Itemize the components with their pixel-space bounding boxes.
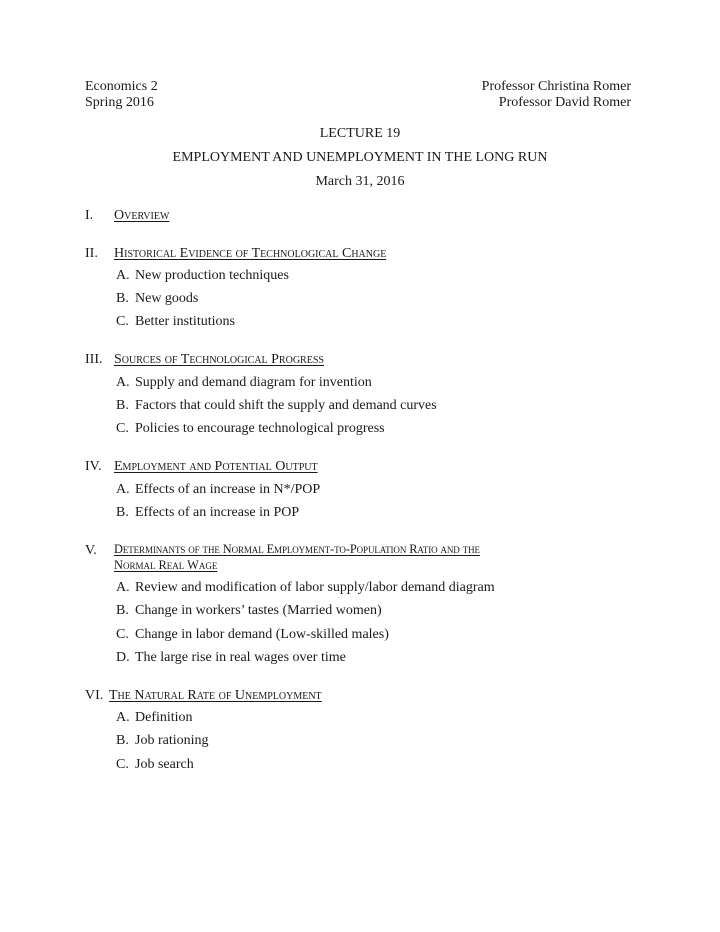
section-4-item-a (85, 481, 631, 499)
section-6-item-c (85, 756, 631, 774)
item-letter: C. (116, 627, 129, 642)
item-text: New production techniques (135, 268, 289, 283)
section-numeral: IV. (85, 459, 102, 474)
item-letter: A. (116, 710, 130, 725)
section-title: Overview (114, 208, 170, 223)
item-text: Effects of an increase in N*/POP (135, 482, 321, 497)
section-numeral: III. (85, 352, 103, 367)
section-title: The Natural Rate of Unemployment (109, 688, 322, 703)
section-numeral: VI. (85, 688, 104, 703)
section-2-item-c (85, 313, 631, 331)
section-5-item-d (85, 649, 631, 667)
section-1 (85, 207, 631, 225)
list-item (85, 313, 631, 331)
section-2-item-a (85, 267, 631, 285)
list-item (85, 709, 631, 727)
item-letter: B. (116, 603, 129, 618)
section-3-item-c (85, 420, 631, 438)
item-letter: D. (116, 650, 130, 665)
section-4-item-b (85, 504, 631, 522)
list-item (85, 374, 631, 392)
section-3-item-b (85, 397, 631, 415)
section-numeral: V. (85, 543, 97, 558)
section-4 (85, 458, 631, 476)
list-item (85, 504, 631, 522)
section-heading (85, 458, 631, 476)
section-heading (85, 542, 631, 575)
list-item (85, 626, 631, 644)
list-item (85, 481, 631, 499)
item-text: Effects of an increase in POP (135, 505, 300, 520)
list-item (85, 420, 631, 438)
professor-name-1: Professor Christina Romer (481, 79, 631, 94)
lecture-number: LECTURE 19 (319, 126, 401, 141)
section-title: Employment and Potential Output (114, 459, 318, 474)
section-numeral: II. (85, 246, 98, 261)
lecture-date: March 31, 2016 (315, 174, 405, 189)
item-letter: A. (116, 268, 130, 283)
section-title: Historical Evidence of Technological Change (114, 246, 387, 261)
section-3-item-a (85, 374, 631, 392)
item-text: Supply and demand diagram for invention (135, 375, 372, 390)
section-heading (85, 687, 631, 705)
section-2-item-b (85, 290, 631, 308)
item-letter: C. (116, 421, 129, 436)
list-item (85, 579, 631, 597)
item-letter: B. (116, 505, 129, 520)
section-3 (85, 351, 631, 369)
section-heading (85, 207, 631, 225)
section-title-line-1: Determinants of the Normal Employment-to-Population Ratio and the (114, 542, 480, 556)
professor-name-2: Professor David Romer (498, 95, 631, 110)
item-text: Better institutions (135, 314, 235, 329)
section-5-item-c (85, 626, 631, 644)
item-text: The large rise in real wages over time (135, 650, 346, 665)
item-letter: B. (116, 398, 129, 413)
item-text: New goods (135, 291, 199, 306)
item-text: Review and modification of labor supply/labor demand diagram (135, 580, 495, 595)
section-6-item-b (85, 732, 631, 750)
section-5-item-a (85, 579, 631, 597)
section-numeral: I. (85, 208, 94, 223)
list-item (85, 756, 631, 774)
item-text: Job search (135, 757, 194, 772)
list-item (85, 397, 631, 415)
section-heading (85, 351, 631, 369)
list-item (85, 649, 631, 667)
section-6-item-a (85, 709, 631, 727)
list-item (85, 732, 631, 750)
item-text: Change in workers’ tastes (Married women) (135, 603, 382, 618)
section-5 (85, 542, 631, 575)
item-letter: B. (116, 733, 129, 748)
course-name: Economics 2 (85, 79, 158, 94)
header-row-2 (85, 94, 631, 112)
item-text: Job rationing (135, 733, 209, 748)
term: Spring 2016 (85, 95, 154, 110)
item-letter: C. (116, 757, 129, 772)
item-text: Change in labor demand (Low-skilled males) (135, 627, 389, 642)
section-title: Sources of Technological Progress (114, 352, 324, 367)
item-text: Policies to encourage technological progress (135, 421, 385, 436)
lecture-title: EMPLOYMENT AND UNEMPLOYMENT IN THE LONG RUN (172, 150, 548, 165)
section-6 (85, 687, 631, 705)
item-text: Definition (135, 710, 193, 725)
item-letter: C. (116, 314, 129, 329)
section-2 (85, 245, 631, 263)
list-item (85, 290, 631, 308)
list-item (85, 602, 631, 620)
item-text: Factors that could shift the supply and demand curves (135, 398, 437, 413)
item-letter: A. (116, 482, 130, 497)
section-5-item-b (85, 602, 631, 620)
section-heading (85, 245, 631, 263)
section-title-line-2: Normal Real Wage (114, 558, 218, 572)
item-letter: A. (116, 580, 130, 595)
item-letter: A. (116, 375, 130, 390)
item-letter: B. (116, 291, 129, 306)
list-item (85, 267, 631, 285)
